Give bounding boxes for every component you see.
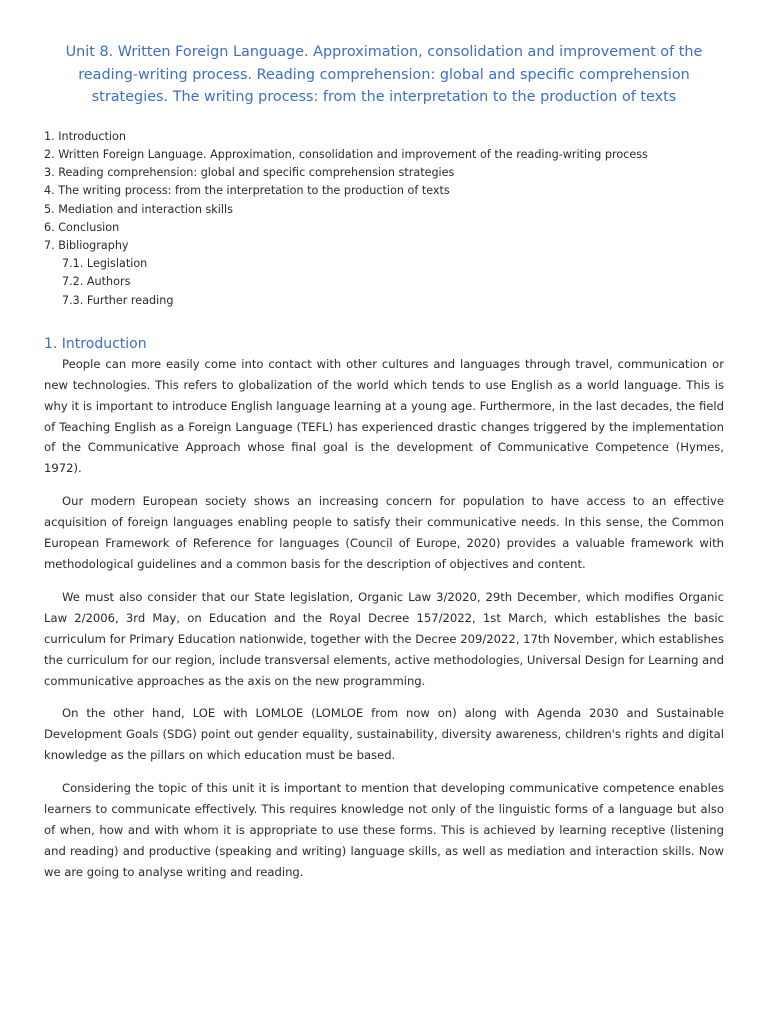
- paragraph: We must also consider that our State legislation, Organic Law 3/2020, 29th December, which modifies Organic Law 2/2006, 3rd May, on Education and the Royal Decree 157/2022, 1st March, which establishes the basic curriculum for Primary Education nationwide, together with the Decree 209/2022, 17th November, which establishes the curriculum for our region, include transversal elements, active methodologies, Universal Design for Learning and communicative approaches as the axis on the new programming.: [44, 589, 724, 688]
- paragraph: On the other hand, LOE with LOMLOE (LOMLOE from now on) along with Agenda 2030 and Sustainable Development Goals (SDG) point out gender equality, sustainability, diversity awareness, children's rights and digital knowledge as the pillars on which education must be based.: [44, 706, 724, 763]
- paragraph: Our modern European society shows an increasing concern for population to have access to an effective acquisition of foreign languages enabling people to satisfy their communicative needs. In this sense, the Common European Framework of Reference for languages (Council of Europe, 2020) provides a valuable framework with methodological guidelines and a common basis for the description of objectives and content.: [44, 494, 724, 571]
- toc-item: 6. Conclusion: [44, 220, 120, 234]
- toc-subitem: 7.1. Legislation: [62, 257, 148, 271]
- paragraph: People can more easily come into contact with other cultures and languages through travel, communication or new technologies. This refers to globalization of the world which tends to use English as a world language. This is why it is important to introduce English language learning at a young age. Furthermore, in the last decades, the field of Teaching English as a Foreign Language (TEFL) has experienced drastic changes triggered by the implementation of the Communicative Approach whose final goal is the development of Communicative Competence (Hymes, 1972).: [44, 356, 724, 476]
- toc-item: 1. Introduction: [44, 129, 126, 143]
- toc-item: 7. Bibliography: [44, 239, 129, 252]
- section-heading-introduction: 1. Introduction: [44, 335, 147, 352]
- toc-item: 2. Written Foreign Language. Approximation, consolidation and improvement of the reading-writing process: [44, 147, 648, 161]
- toc-subitem: 7.2. Authors: [62, 275, 131, 289]
- toc-subitem: 7.3. Further reading: [62, 293, 174, 307]
- paragraph: Considering the topic of this unit it is important to mention that developing communicative competence enables learners to communicate effectively. This requires knowledge not only of the linguistic forms of a language but also of when, how and with whom it is appropriate to use these forms. This is achieved by learning receptive (listening and reading) and productive (speaking and writing) language skills, as well as mediation and interaction skills. Now we are going to analyse writing and reading.: [44, 781, 724, 879]
- table-of-contents: [44, 128, 724, 310]
- toc-item: 4. The writing process: from the interpretation to the production of texts: [44, 184, 450, 198]
- toc-item: 5. Mediation and interaction skills: [44, 202, 233, 216]
- unit-title: Unit 8. Written Foreign Language. Approximation, consolidation and improvement of the reading-writing process. Reading comprehension: global and specific comprehension strategies. The writing process: from the interpretation to the production of texts: [65, 44, 703, 106]
- toc-item: 3. Reading comprehension: global and specific comprehension strategies: [44, 166, 455, 180]
